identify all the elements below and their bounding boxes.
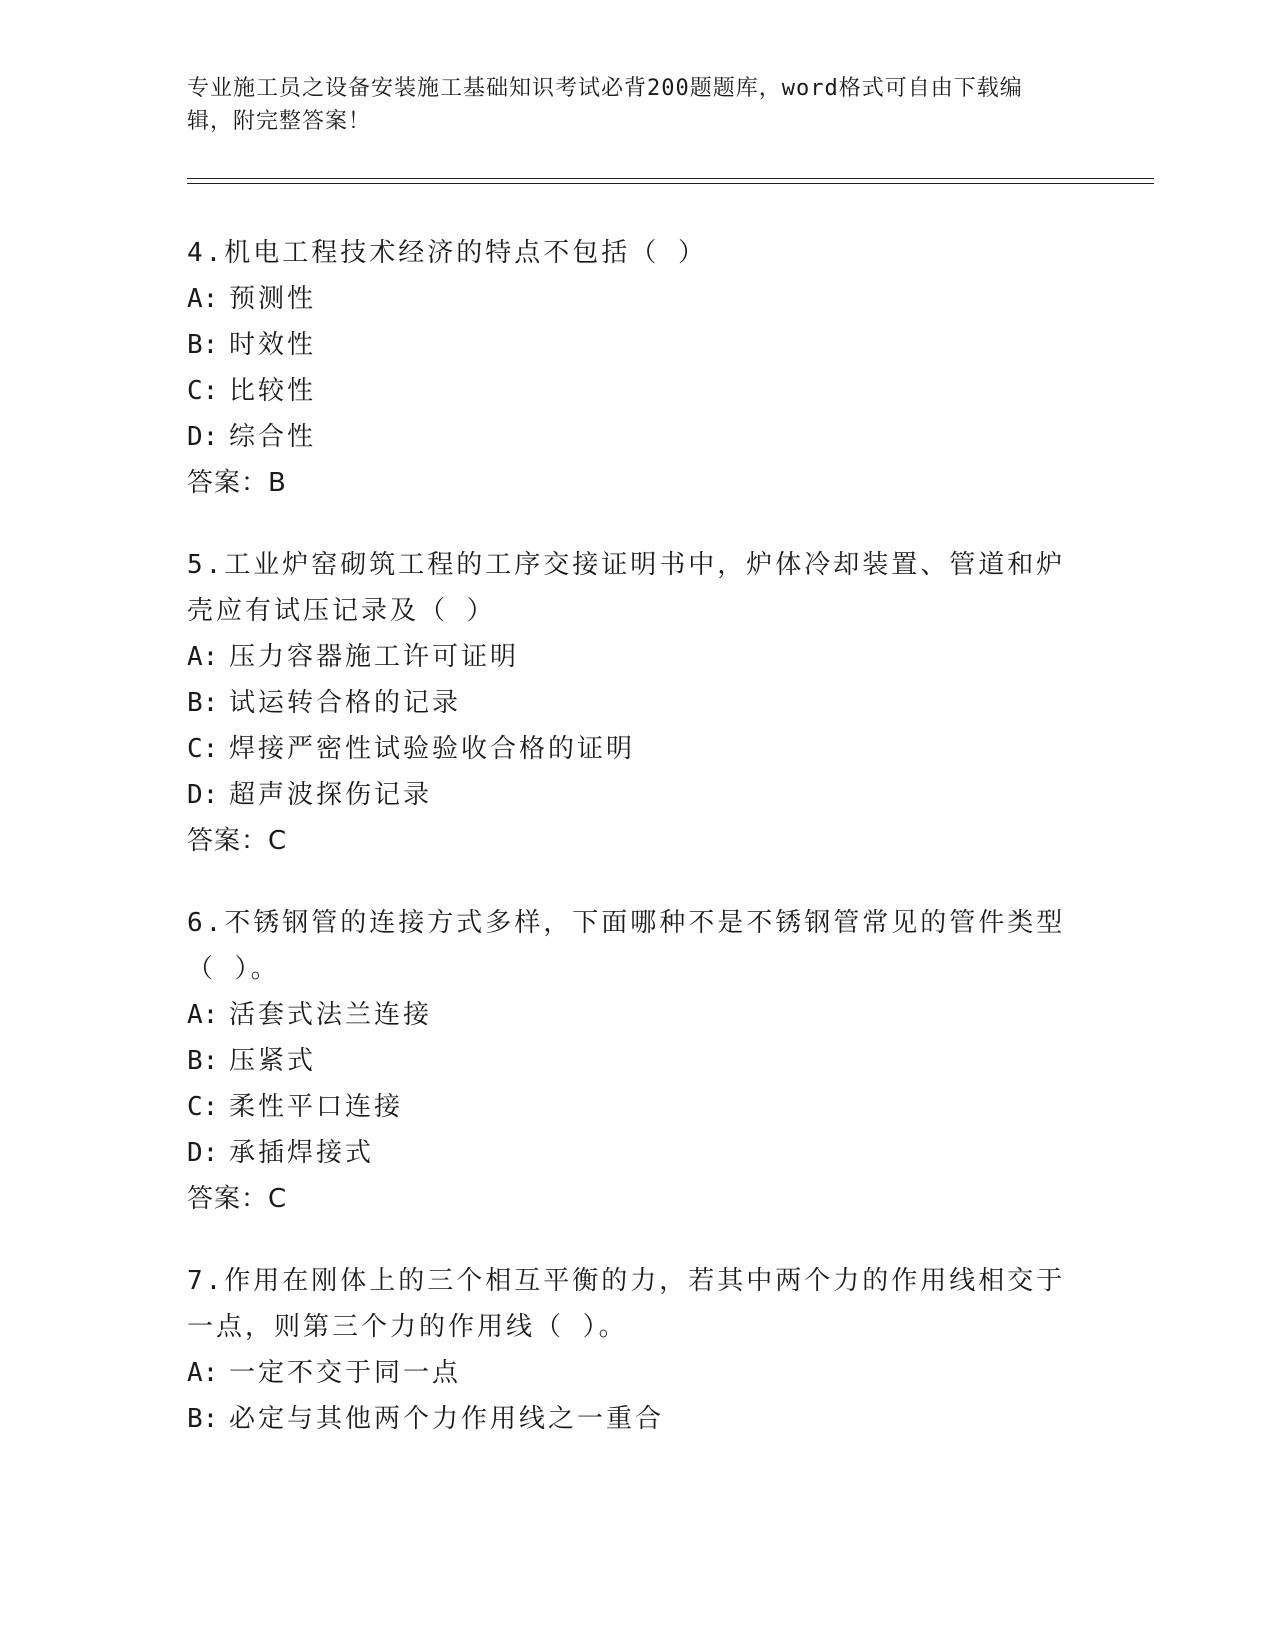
option-a <box>187 1350 1087 1396</box>
option-letter: B: <box>187 1046 219 1076</box>
option-letter: A: <box>187 1000 219 1030</box>
option-letter: D: <box>187 422 219 452</box>
option-c <box>187 726 1087 772</box>
document-header: 专业施工员之设备安装施工基础知识考试必背200题题库，word格式可自由下载编辑，附完整答案！ <box>187 76 1023 134</box>
option-text: 比较性 <box>229 376 317 406</box>
question-stem: 4.机电工程技术经济的特点不包括（ ） <box>187 238 707 268</box>
option-a <box>187 634 1087 680</box>
question-list <box>187 230 1087 1478</box>
option-a <box>187 276 1087 322</box>
option-text: 一定不交于同一点 <box>229 1358 462 1388</box>
option-text: 压力容器施工许可证明 <box>229 642 520 672</box>
answer: 答案：C <box>187 826 288 856</box>
option-text: 柔性平口连接 <box>229 1092 404 1122</box>
header-divider-top <box>187 178 1154 179</box>
option-b <box>187 1038 1087 1084</box>
option-d <box>187 772 1087 818</box>
option-text: 活套式法兰连接 <box>229 1000 433 1030</box>
option-text: 时效性 <box>229 330 317 360</box>
answer: 答案：B <box>187 468 287 498</box>
option-text: 焊接严密性试验验收合格的证明 <box>229 734 636 764</box>
question-stem: 5.工业炉窑砌筑工程的工序交接证明书中，炉体冷却装置、管道和炉壳应有试压记录及（ ） <box>187 550 1066 626</box>
header-divider-bottom <box>187 183 1154 184</box>
option-d <box>187 414 1087 460</box>
question-stem: 7.作用在刚体上的三个相互平衡的力，若其中两个力的作用线相交于一点，则第三个力的作用线（ ）。 <box>187 1266 1066 1342</box>
question-6 <box>187 900 1087 1222</box>
option-text: 承插焊接式 <box>229 1138 375 1168</box>
option-text: 试运转合格的记录 <box>229 688 462 718</box>
question-stem: 6.不锈钢管的连接方式多样，下面哪种不是不锈钢管常见的管件类型（ ）。 <box>187 908 1066 984</box>
question-4 <box>187 230 1087 506</box>
option-c <box>187 368 1087 414</box>
option-letter: B: <box>187 1404 219 1434</box>
option-letter: A: <box>187 642 219 672</box>
option-letter: C: <box>187 376 219 406</box>
option-text: 必定与其他两个力作用线之一重合 <box>229 1404 665 1434</box>
option-c <box>187 1084 1087 1130</box>
question-7 <box>187 1258 1087 1442</box>
option-letter: B: <box>187 688 219 718</box>
option-letter: C: <box>187 734 219 764</box>
option-letter: D: <box>187 1138 219 1168</box>
option-letter: B: <box>187 330 219 360</box>
option-letter: A: <box>187 1358 219 1388</box>
option-letter: C: <box>187 1092 219 1122</box>
option-d <box>187 1130 1087 1176</box>
option-text: 超声波探伤记录 <box>229 780 433 810</box>
option-b <box>187 322 1087 368</box>
option-b <box>187 1396 1087 1442</box>
option-b <box>187 680 1087 726</box>
option-text: 预测性 <box>229 284 317 314</box>
question-5 <box>187 542 1087 864</box>
option-text: 综合性 <box>229 422 317 452</box>
answer: 答案：C <box>187 1184 288 1214</box>
option-a <box>187 992 1087 1038</box>
option-letter: A: <box>187 284 219 314</box>
option-text: 压紧式 <box>229 1046 317 1076</box>
option-letter: D: <box>187 780 219 810</box>
